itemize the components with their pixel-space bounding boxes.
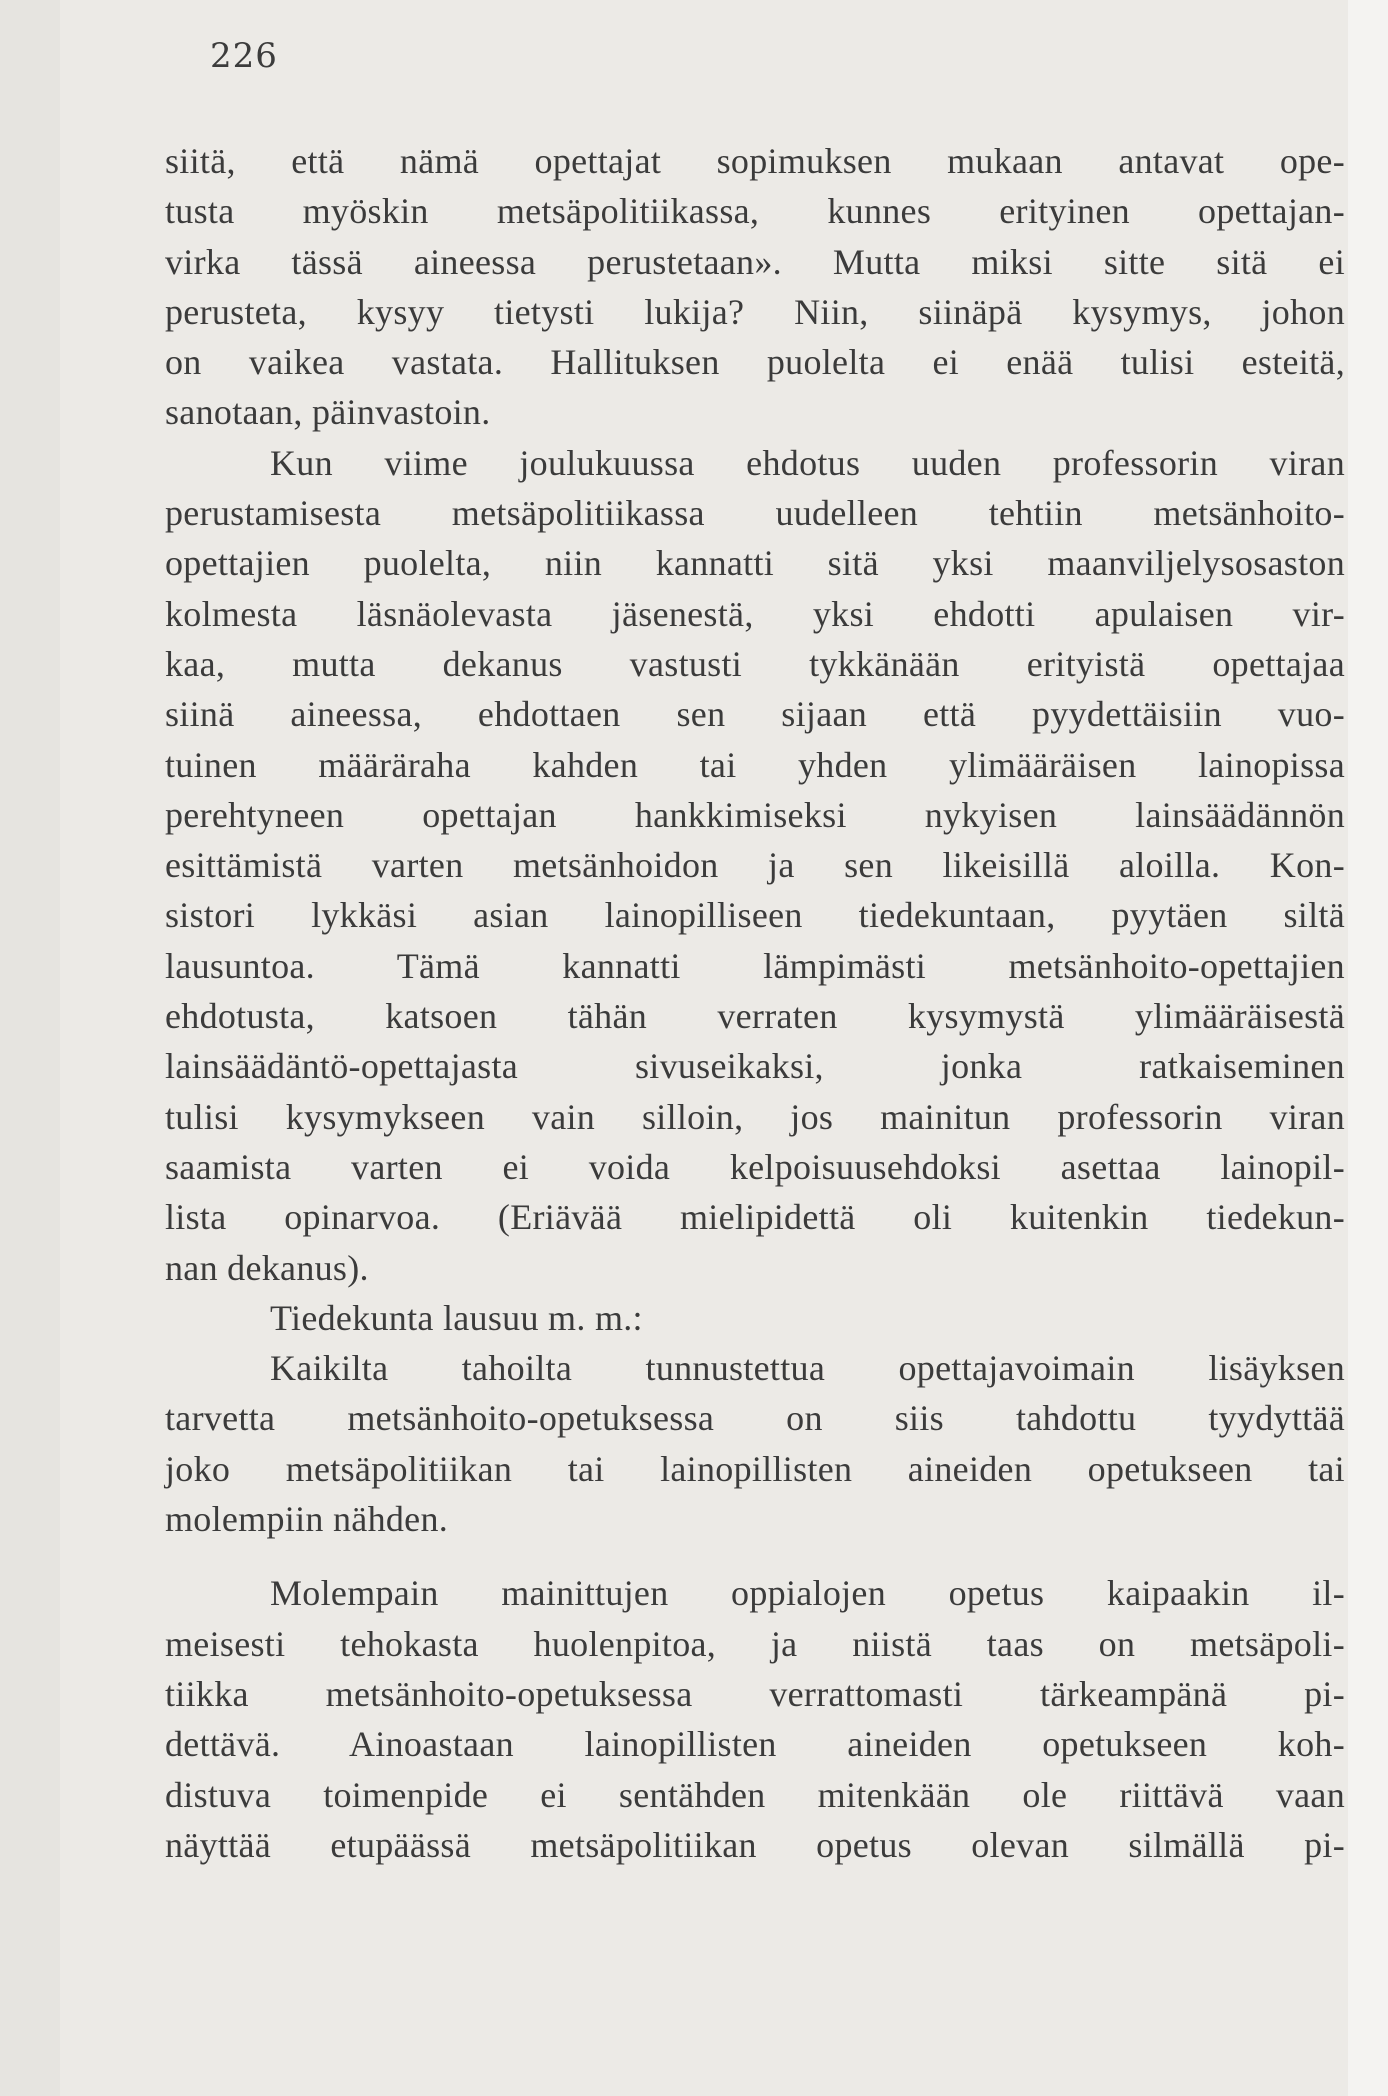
text-line: siinä aineessa, ehdottaen sen sijaan että pyydettäisiin vuo- [165, 694, 1345, 735]
text-line: perehtyneen opettajan hankkimiseksi nykyisen lainsäädännön [165, 794, 1345, 835]
text-line: Kun viime joulukuussa ehdotus uuden professorin viran [270, 442, 1345, 483]
page-left-shadow [0, 0, 60, 2096]
text-line: ehdotusta, katsoen tähän verraten kysymystä ylimääräisestä [165, 996, 1345, 1037]
paragraph-gap [165, 1544, 1345, 1568]
text-line: Tiedekunta lausuu m. m.: [270, 1297, 643, 1338]
text-line: tulisi kysymykseen vain silloin, jos mainitun professorin viran [165, 1096, 1345, 1137]
text-line: joko metsäpolitiikan tai lainopillisten aineiden opetukseen tai [165, 1448, 1345, 1489]
text-line: tuinen määräraha kahden tai yhden ylimääräisen lainopissa [165, 744, 1345, 785]
text-line: molempiin nähden. [165, 1499, 449, 1540]
text-line: tiikka metsänhoito-opetuksessa verrattomasti tärkeampänä pi- [165, 1673, 1345, 1714]
text-line: tusta myöskin metsäpolitiikassa, kunnes erityinen opettajan- [165, 191, 1345, 232]
text-line: Molempain mainittujen oppialojen opetus kaipaakin il- [270, 1573, 1345, 1614]
text-line: lainsäädäntö-opettajasta sivuseikaksi, jonka ratkaiseminen [165, 1046, 1345, 1087]
text-line: tarvetta metsänhoito-opetuksessa on siis tahdottu tyydyttää [165, 1398, 1345, 1439]
text-line: kaa, mutta dekanus vastusti tykkänään erityistä opettajaa [165, 643, 1345, 684]
text-line: Kaikilta tahoilta tunnustettua opettajavoimain lisäyksen [270, 1348, 1345, 1389]
text-line: on vaikea vastata. Hallituksen puolelta ei enää tulisi esteitä, [165, 342, 1345, 383]
text-line: lausuntoa. Tämä kannatti lämpimästi metsänhoito-opettajien [165, 945, 1345, 986]
text-line: opettajien puolelta, niin kannatti sitä yksi maanviljelysosaston [165, 543, 1345, 584]
text-line: sistori lykkäsi asian lainopilliseen tiedekuntaan, pyytäen siltä [165, 895, 1345, 936]
page-number: 226 [210, 36, 278, 76]
text-line: kolmesta läsnäolevasta jäsenestä, yksi ehdotti apulaisen vir- [165, 593, 1345, 634]
text-line: sanotaan, päinvastoin. [165, 392, 491, 433]
text-line: dettävä. Ainoastaan lainopillisten aineiden opetukseen koh- [165, 1724, 1345, 1765]
text-line: virka tässä aineessa perustetaan». Mutta miksi sitte sitä ei [165, 241, 1345, 282]
text-line: distuva toimenpide ei sentähden mitenkään ole riittävä vaan [165, 1774, 1345, 1815]
page-right-edge [1348, 0, 1388, 2096]
text-line: siitä, että nämä opettajat sopimuksen mukaan antavat ope- [165, 141, 1345, 181]
text-line: saamista varten ei voida kelpoisuusehdoksi asettaa lainopil- [165, 1146, 1345, 1187]
text-line: näyttää etupäässä metsäpolitiikan opetus olevan silmällä pi- [165, 1824, 1345, 1865]
text-line: nan dekanus). [165, 1247, 369, 1288]
text-line: esittämistä varten metsänhoidon ja sen likeisillä aloilla. Kon- [165, 845, 1345, 886]
text-line: perustamisesta metsäpolitiikassa uudelleen tehtiin metsänhoito- [165, 493, 1345, 534]
text-line: meisesti tehokasta huolenpitoa, ja niistä taas on metsäpoli- [165, 1623, 1345, 1664]
text-line: perusteta, kysyy tietysti lukija? Niin, siinäpä kysymys, johon [165, 291, 1345, 332]
text-line: lista opinarvoa. (Eriävää mielipidettä oli kuitenkin tiedekun- [165, 1197, 1345, 1238]
body-text [165, 136, 1345, 1870]
